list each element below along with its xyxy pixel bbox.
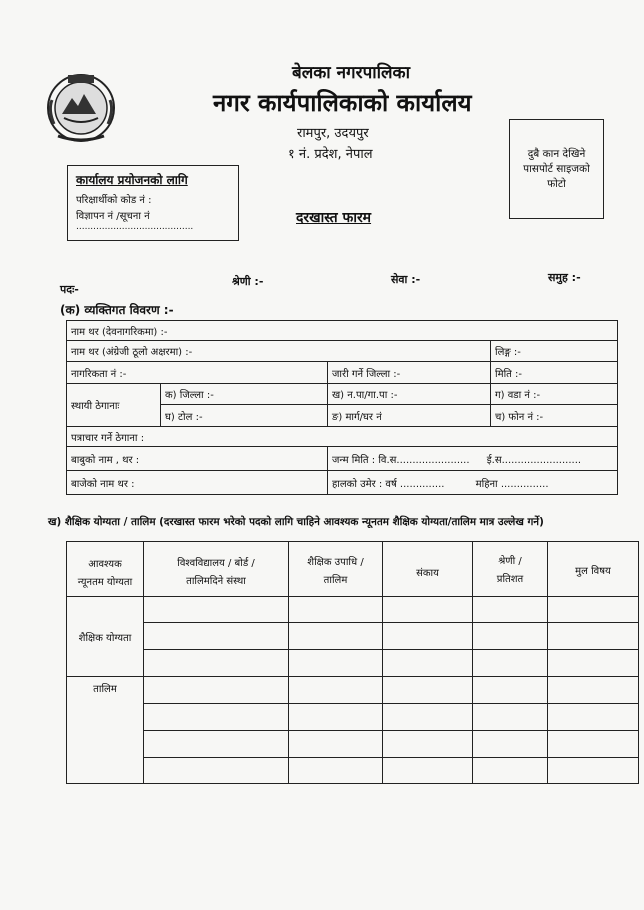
table-cell[interactable]	[144, 597, 289, 623]
header-subject	[548, 542, 639, 597]
table-cell[interactable]	[383, 731, 473, 758]
table-cell[interactable]	[144, 704, 289, 731]
table-cell[interactable]	[383, 650, 473, 677]
header-faculty	[383, 542, 473, 597]
header-deg-line1: शैक्षिक उपाधि /	[307, 556, 364, 568]
section-a-title: (क) व्यक्तिगत विवरण :-	[60, 303, 174, 317]
service-label: सेवा :-	[391, 273, 421, 286]
table-cell[interactable]	[289, 623, 383, 650]
header-degree	[289, 542, 383, 597]
header-univ-line1: विश्वविद्यालय / बोर्ड /	[177, 557, 255, 569]
table-cell[interactable]	[548, 704, 639, 731]
table-cell[interactable]	[473, 758, 548, 784]
table-cell[interactable]	[289, 758, 383, 784]
post-label: पदः-	[60, 283, 79, 296]
candidate-code-label: परिक्षार्थीको कोड नं :	[76, 195, 152, 206]
header-req-line2: न्यूनतम योग्यता	[77, 576, 133, 588]
nepal-emblem-icon	[44, 70, 118, 144]
table-cell[interactable]	[289, 597, 383, 623]
table-cell[interactable]	[473, 704, 548, 731]
office-name: नगर कार्यपालिकाको कार्यालय	[213, 89, 472, 117]
table-cell[interactable]	[144, 623, 289, 650]
tole-field[interactable]: घ) टोल :-	[161, 405, 328, 427]
father-name-field[interactable]: बाबुको नाम , थर :	[67, 447, 328, 471]
municipality-field[interactable]: ख) न.पा/गा.पा :-	[328, 384, 491, 405]
notice-dots: .........................................	[76, 222, 194, 232]
table-cell[interactable]	[473, 597, 548, 623]
issue-district-field[interactable]: जारी गर्ने जिल्ला :-	[328, 362, 491, 384]
header-div-line1: श्रेणी /	[498, 555, 522, 567]
dob-field[interactable]	[328, 447, 618, 471]
municipality-name: बेलका नगरपालिका	[292, 63, 411, 83]
office-use-title: कार्यालय प्रयोजनको लागि	[76, 173, 188, 187]
table-cell[interactable]	[383, 758, 473, 784]
issue-date-field[interactable]: मिति :-	[491, 362, 618, 384]
table-cell[interactable]	[289, 677, 383, 704]
photo-line-1: दुबै कान देखिने	[527, 147, 586, 160]
name-english-field[interactable]: नाम थर (अंग्रेजी ठूलो अक्षरमा) :-	[67, 341, 491, 362]
office-location: रामपुर, उदयपुर	[297, 126, 369, 141]
table-cell[interactable]	[289, 650, 383, 677]
table-cell[interactable]	[144, 677, 289, 704]
ward-field[interactable]: ग) वडा नं :-	[491, 384, 618, 405]
table-cell[interactable]	[548, 731, 639, 758]
district-field[interactable]: क) जिल्ला :-	[161, 384, 328, 405]
notice-number-label: विज्ञापन नं /सूचना नं	[76, 211, 150, 222]
table-cell[interactable]	[548, 650, 639, 677]
age-field[interactable]	[328, 471, 618, 495]
group-label: समुह :-	[548, 271, 581, 284]
table-cell[interactable]	[548, 758, 639, 784]
table-cell[interactable]	[383, 623, 473, 650]
table-cell[interactable]	[548, 623, 639, 650]
gender-field[interactable]: लिङ्ग :-	[491, 341, 618, 362]
table-cell[interactable]	[473, 731, 548, 758]
table-cell[interactable]	[383, 597, 473, 623]
form-title: दरखास्त फारम	[296, 210, 372, 226]
office-use-box	[67, 165, 239, 241]
header-required-qualification	[67, 542, 144, 597]
header-division	[473, 542, 548, 597]
education-row-label: शैक्षिक योग्यता	[67, 597, 144, 677]
section-b-title: ख) शैक्षिक योग्यता / तालिम (दरखास्त फारम भरेको पदको लागि चाहिने आवश्यक न्यूनतम शैक्षिक योग्यता/तालिम मात्र उल्लेख गर्ने)	[48, 516, 544, 528]
dob-bs: जन्म मिति : वि.स.......................	[332, 454, 470, 466]
citizenship-field[interactable]: नागरिकता नं :-	[67, 362, 328, 384]
dob-ad: ई.स.........................	[486, 454, 582, 466]
header-univ-line2: तालिमदिने संस्था	[186, 575, 246, 587]
header-deg-line2: तालिम	[323, 574, 348, 586]
table-cell[interactable]	[383, 704, 473, 731]
table-cell[interactable]	[473, 677, 548, 704]
phone-field[interactable]: च) फोन नं :-	[491, 405, 618, 427]
header-subject-text: मुल विषय	[575, 566, 611, 577]
header-faculty-text: संकाय	[416, 567, 439, 579]
header-div-line2: प्रतिशत	[496, 573, 524, 585]
training-row-label: तालिम	[67, 677, 144, 784]
photo-box	[509, 119, 604, 219]
office-province: १ नं. प्रदेश, नेपाल	[288, 147, 373, 162]
photo-line-2: पासपोर्ट साइजको	[523, 162, 590, 175]
grade-label: श्रेणी :-	[232, 275, 264, 288]
education-table	[66, 541, 639, 784]
postal-address-field[interactable]: पत्राचार गर्ने ठेगाना :	[67, 427, 618, 447]
table-cell[interactable]	[289, 731, 383, 758]
age-years: हालको उमेर : वर्ष ..............	[332, 478, 445, 490]
table-cell[interactable]	[383, 677, 473, 704]
table-cell[interactable]	[548, 677, 639, 704]
table-cell[interactable]	[548, 597, 639, 623]
header-req-line1: आवश्यक	[88, 558, 122, 570]
personal-details-table	[66, 320, 618, 495]
street-field[interactable]: ङ) मार्ग/घर नं	[328, 405, 491, 427]
table-cell[interactable]	[289, 704, 383, 731]
age-months: महिना ...............	[475, 478, 549, 490]
grandfather-name-field[interactable]: बाजेको नाम थर :	[67, 471, 328, 495]
table-cell[interactable]	[144, 731, 289, 758]
header-university	[144, 542, 289, 597]
photo-line-3: फोटो	[547, 177, 566, 190]
table-cell[interactable]	[473, 623, 548, 650]
table-cell[interactable]	[144, 650, 289, 677]
table-cell[interactable]	[144, 758, 289, 784]
table-cell[interactable]	[473, 650, 548, 677]
name-devanagari-field[interactable]: नाम थर (देवनागरिकमा) :-	[67, 321, 618, 341]
permanent-address-label: स्थायी ठेगानाः	[67, 384, 161, 427]
